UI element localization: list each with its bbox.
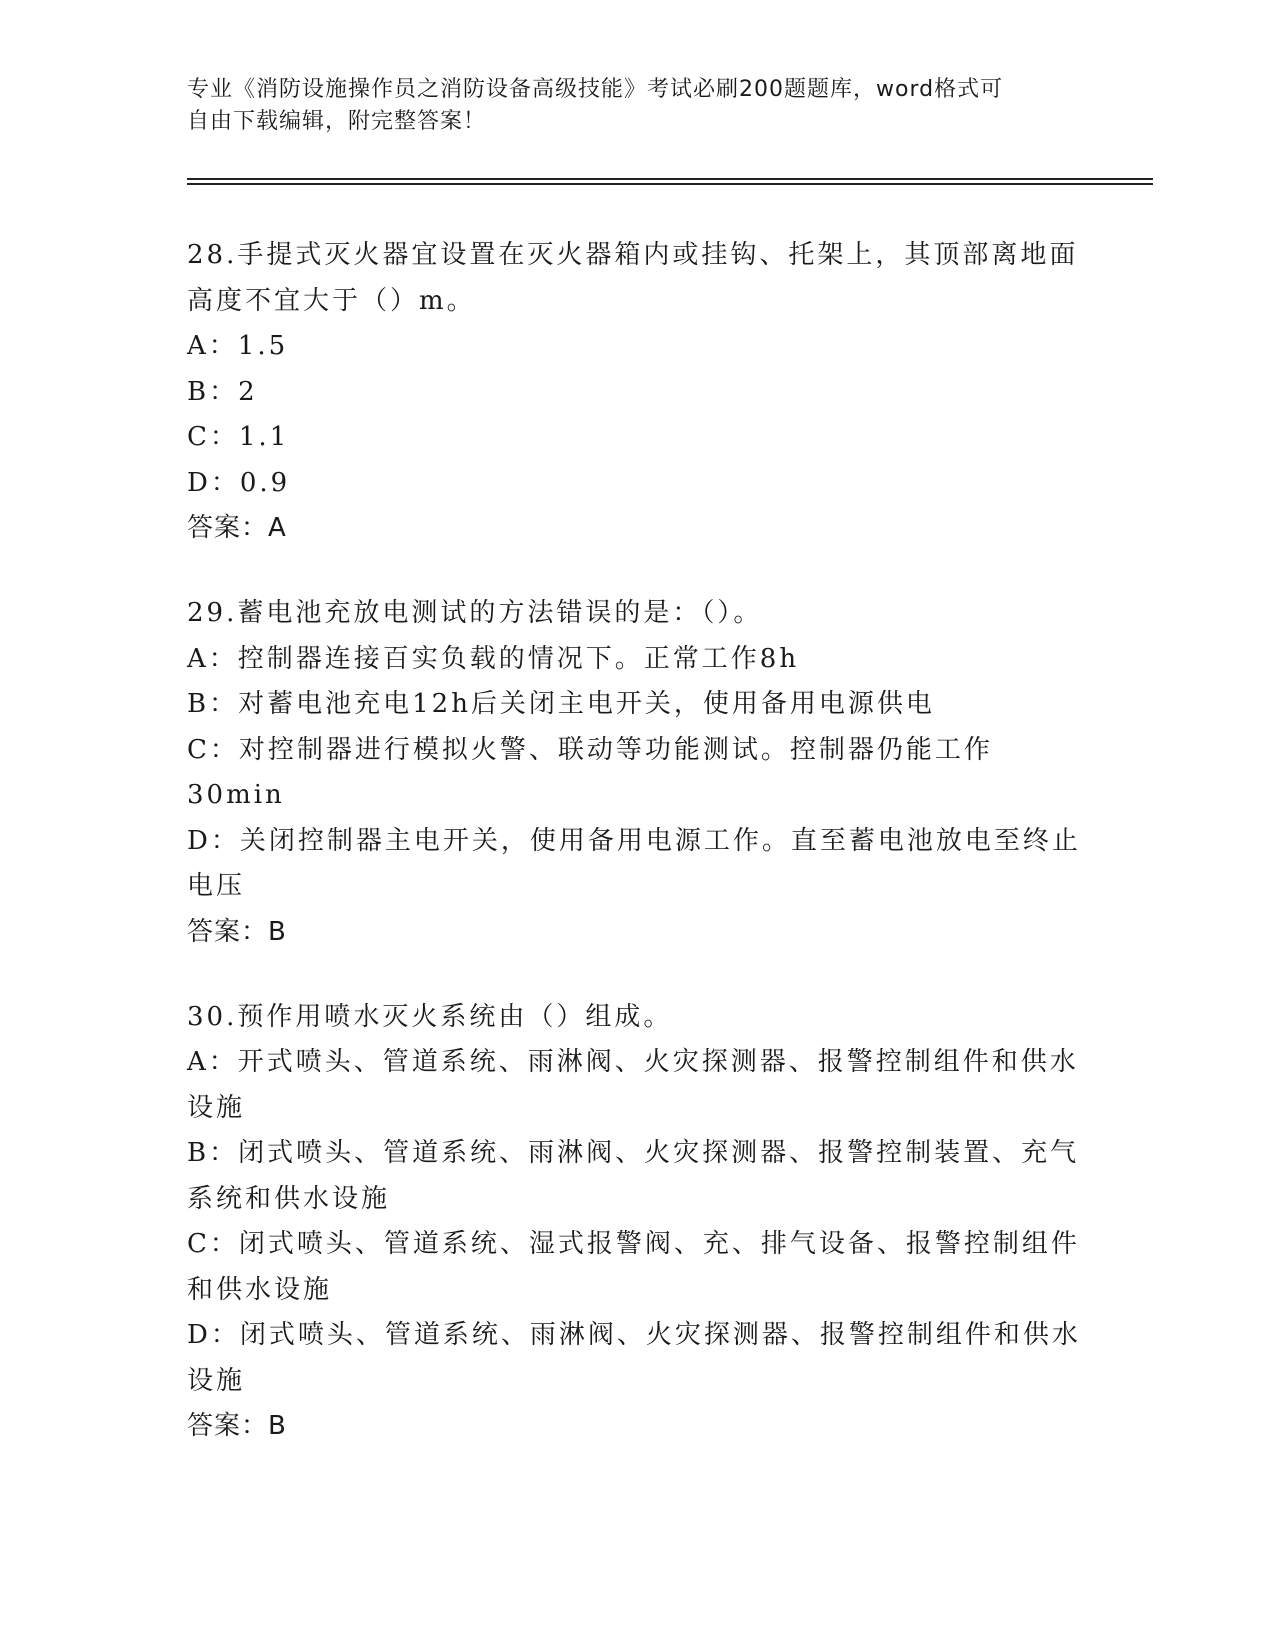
question-stem-line: 29.蓄电池充放电测试的方法错误的是：（）。 xyxy=(187,598,763,628)
option-d-continued: 电压 xyxy=(187,871,246,901)
option-a: A：1.5 xyxy=(187,331,289,361)
answer-label: 答案：A xyxy=(187,513,287,543)
option-c-continued: 和供水设施 xyxy=(187,1274,333,1305)
question-29 xyxy=(187,591,1087,955)
header-divider-top xyxy=(187,178,1153,180)
header-line-2: 自由下载编辑，附完整答案！ xyxy=(187,109,487,134)
option-d: D：闭式喷头、管道系统、雨淋阀、火灾探测器、报警控制组件和供水 xyxy=(187,1320,1081,1350)
header-divider-bottom xyxy=(187,183,1153,185)
option-a-continued: 设施 xyxy=(187,1092,246,1123)
option-a: A：开式喷头、管道系统、雨淋阀、火灾探测器、报警控制组件和供水 xyxy=(187,1047,1079,1077)
question-stem-line: 30.预作用喷水灭火系统由（）组成。 xyxy=(187,1001,673,1032)
question-stem-line: 28.手提式灭火器宜设置在灭火器箱内或挂钩、托架上，其顶部离地面 xyxy=(187,240,1079,270)
question-stem-line: 高度不宜大于（）m。 xyxy=(187,285,476,316)
option-d: D：关闭控制器主电开关，使用备用电源工作。直至蓄电池放电至终止 xyxy=(187,825,1081,856)
header-line-1: 专业《消防设施操作员之消防设备高级技能》考试必刷200题题库，word格式可 xyxy=(187,77,1004,102)
option-c: C：1.1 xyxy=(187,422,290,452)
option-d-continued: 设施 xyxy=(187,1365,246,1396)
option-d: D：0.9 xyxy=(187,467,291,498)
option-b: B：闭式喷头、管道系统、雨淋阀、火灾探测器、报警控制装置、充气 xyxy=(187,1138,1080,1168)
question-28 xyxy=(187,233,1087,551)
option-c: C：闭式喷头、管道系统、湿式报警阀、充、排气设备、报警控制组件 xyxy=(187,1229,1080,1259)
answer-label: 答案：B xyxy=(187,916,287,947)
document-header xyxy=(187,74,1067,138)
answer-label: 答案：B xyxy=(187,1411,287,1441)
option-b: B：2 xyxy=(187,376,258,407)
option-c: C：对控制器进行模拟火警、联动等功能测试。控制器仍能工作30min xyxy=(187,734,993,810)
question-30 xyxy=(187,995,1087,1450)
option-a: A：控制器连接百实负载的情况下。正常工作8h xyxy=(187,643,800,674)
option-b: B：对蓄电池充电12h后关闭主电开关，使用备用电源供电 xyxy=(187,689,935,719)
option-b-continued: 系统和供水设施 xyxy=(187,1183,391,1214)
question-list xyxy=(187,233,1087,1489)
